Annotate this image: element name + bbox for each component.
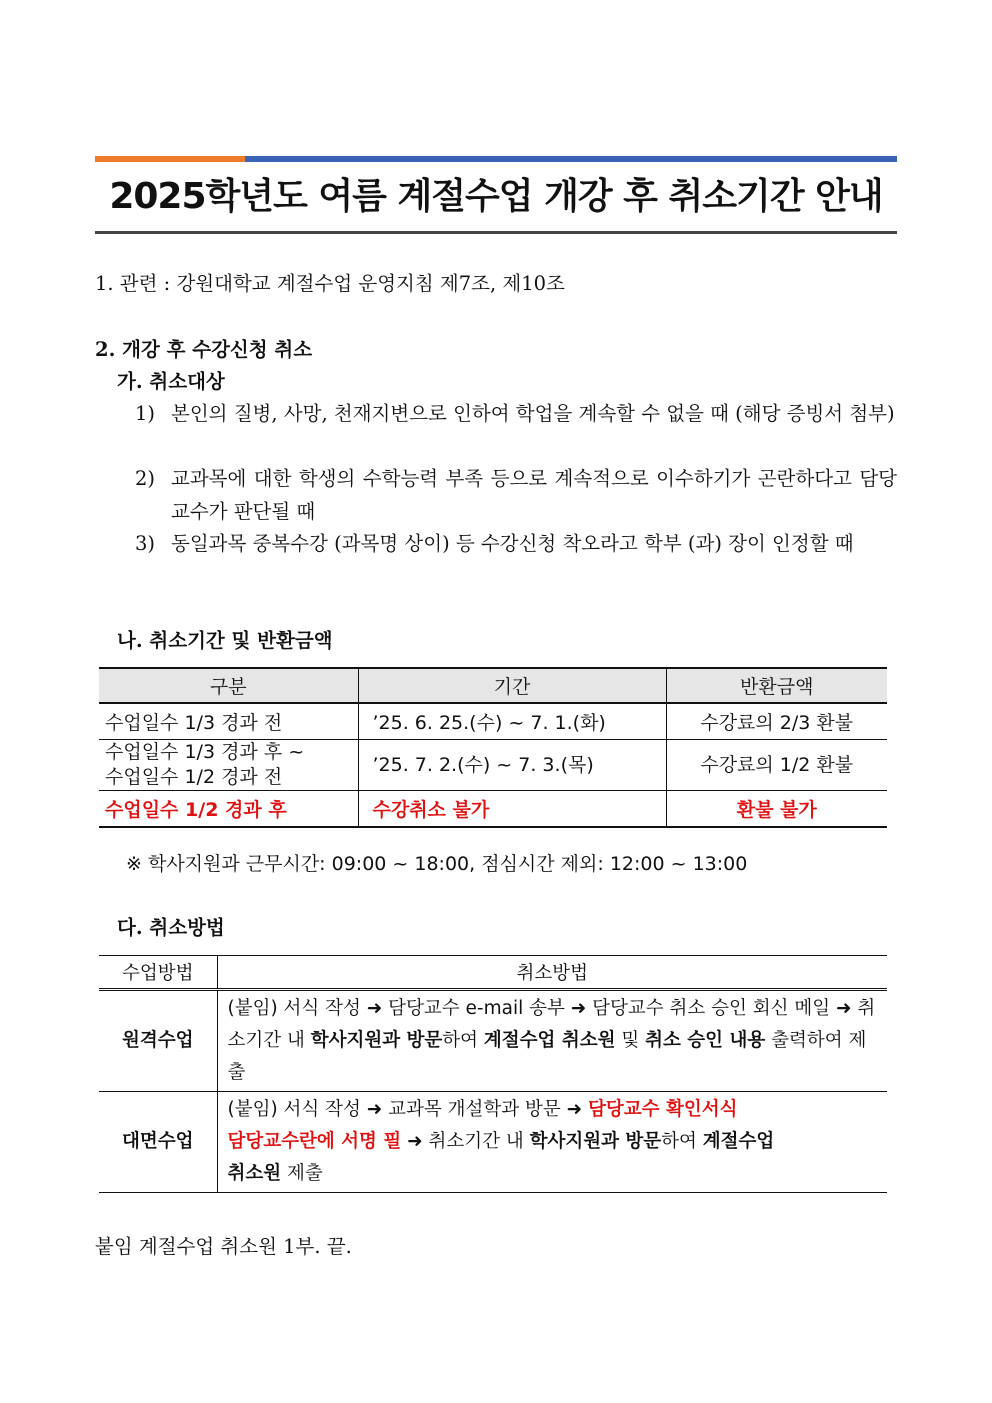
category-cell: 수업일수 1/2 경과 후 <box>99 791 358 828</box>
column-header: 수업방법 <box>99 956 217 990</box>
list-item <box>135 527 897 560</box>
list-item <box>135 397 897 430</box>
method-text: 하여 <box>442 1030 484 1051</box>
refund-cell: 수강료의 1/2 환불 <box>666 740 887 791</box>
method-text: (붙임) 서식 작성 ➜ 교과목 개설학과 방문 ➜ <box>227 1099 589 1120</box>
table-row <box>99 703 887 740</box>
method-text: 및 <box>615 1030 646 1051</box>
table-row <box>99 791 887 828</box>
method-emphasis: 계절수업 취소원 <box>483 1030 616 1051</box>
list-item-number: 3) <box>135 532 156 555</box>
cancel-method-table <box>99 955 887 1193</box>
method-description-cell <box>217 990 887 1092</box>
list-item-text: 교과목에 대한 학생의 수학능력 부족 등으로 계속적으로 이수하기가 곤란하다고 담당교수가 판단될 때 <box>171 467 897 523</box>
office-hours-note: ※ 학사지원과 근무시간: 09:00 ~ 18:00, 점심시간 제외: 12:00 ~ 13:00 <box>126 853 748 875</box>
subsection-ga-heading: 가. 취소대상 <box>117 370 225 393</box>
title-accent-bar <box>95 156 897 162</box>
refund-cell: 수강료의 2/3 환불 <box>666 703 887 740</box>
period-cell: ’25. 6. 25.(수) ~ 7. 1.(화) <box>358 703 666 740</box>
method-description-cell <box>217 1092 887 1193</box>
column-header: 기간 <box>358 668 666 703</box>
section-2-heading: 2. 개강 후 수강신청 취소 <box>95 338 313 361</box>
method-text: 하여 <box>661 1131 703 1152</box>
category-line: 수업일수 1/2 경과 전 <box>105 766 283 788</box>
attachment-line: 붙임 계절수업 취소원 1부. 끝. <box>95 1235 352 1258</box>
list-item-text: 본인의 질병, 사망, 천재지변으로 인하여 학업을 계속할 수 없을 때 (해당 증빙서 첨부) <box>171 402 895 425</box>
page-title: 2025학년도 여름 계절수업 개강 후 취소기간 안내 <box>109 176 883 217</box>
refund-cell: 환불 불가 <box>666 791 887 828</box>
category-line: 수업일수 1/3 경과 후 ~ <box>105 741 305 763</box>
method-label-cell: 대면수업 <box>99 1092 217 1193</box>
method-alert-text: 담당교수 확인서식 <box>588 1099 738 1120</box>
subsection-na-heading: 나. 취소기간 및 반환금액 <box>117 629 333 652</box>
period-refund-table <box>99 667 887 828</box>
method-alert-text: 담당교수란에 서명 필 <box>227 1131 402 1152</box>
title-underline <box>95 231 897 234</box>
column-header: 취소방법 <box>217 956 887 990</box>
subsection-da-heading: 다. 취소방법 <box>117 916 225 939</box>
period-cell: ’25. 7. 2.(수) ~ 7. 3.(목) <box>358 740 666 791</box>
column-header: 구분 <box>99 668 358 703</box>
method-text: 제출 <box>281 1163 323 1184</box>
category-cell <box>99 740 358 791</box>
list-item-number: 2) <box>135 467 156 490</box>
list-item <box>135 462 897 528</box>
method-text: (붙임) 서식 작성 ➜ 담당교수 e-mail 송부 ➜ 담당교수 취소 승인 회신 메일 ➜ 취소기간 내 <box>227 998 876 1051</box>
period-cell: 수강취소 불가 <box>358 791 666 828</box>
column-header: 반환금액 <box>666 668 887 703</box>
table-header-row <box>99 668 887 703</box>
table-row <box>99 1092 887 1193</box>
method-emphasis: 학사지원과 방문 <box>310 1030 443 1051</box>
method-text: 출력하여 제출 <box>227 1030 867 1083</box>
table-row <box>99 990 887 1092</box>
accent-bar-orange <box>95 156 245 162</box>
method-emphasis: 취소원 <box>227 1163 282 1184</box>
method-emphasis: 학사지원과 방문 <box>529 1131 662 1152</box>
accent-bar-blue <box>245 156 897 162</box>
method-emphasis: 취소 승인 내용 <box>645 1030 766 1051</box>
table-header-row <box>99 956 887 990</box>
method-text: ➜ 취소기간 내 <box>401 1131 530 1152</box>
method-emphasis: 계절수업 <box>702 1131 775 1152</box>
method-label-cell: 원격수업 <box>99 990 217 1092</box>
list-item-number: 1) <box>135 402 156 425</box>
list-item-text: 동일과목 중복수강 (과목명 상이) 등 수강신청 착오라고 학부 (과) 장이 인정할 때 <box>171 532 854 555</box>
table-row <box>99 740 887 791</box>
reference-line: 1. 관련 : 강원대학교 계절수업 운영지침 제7조, 제10조 <box>95 272 565 295</box>
category-cell: 수업일수 1/3 경과 전 <box>99 703 358 740</box>
